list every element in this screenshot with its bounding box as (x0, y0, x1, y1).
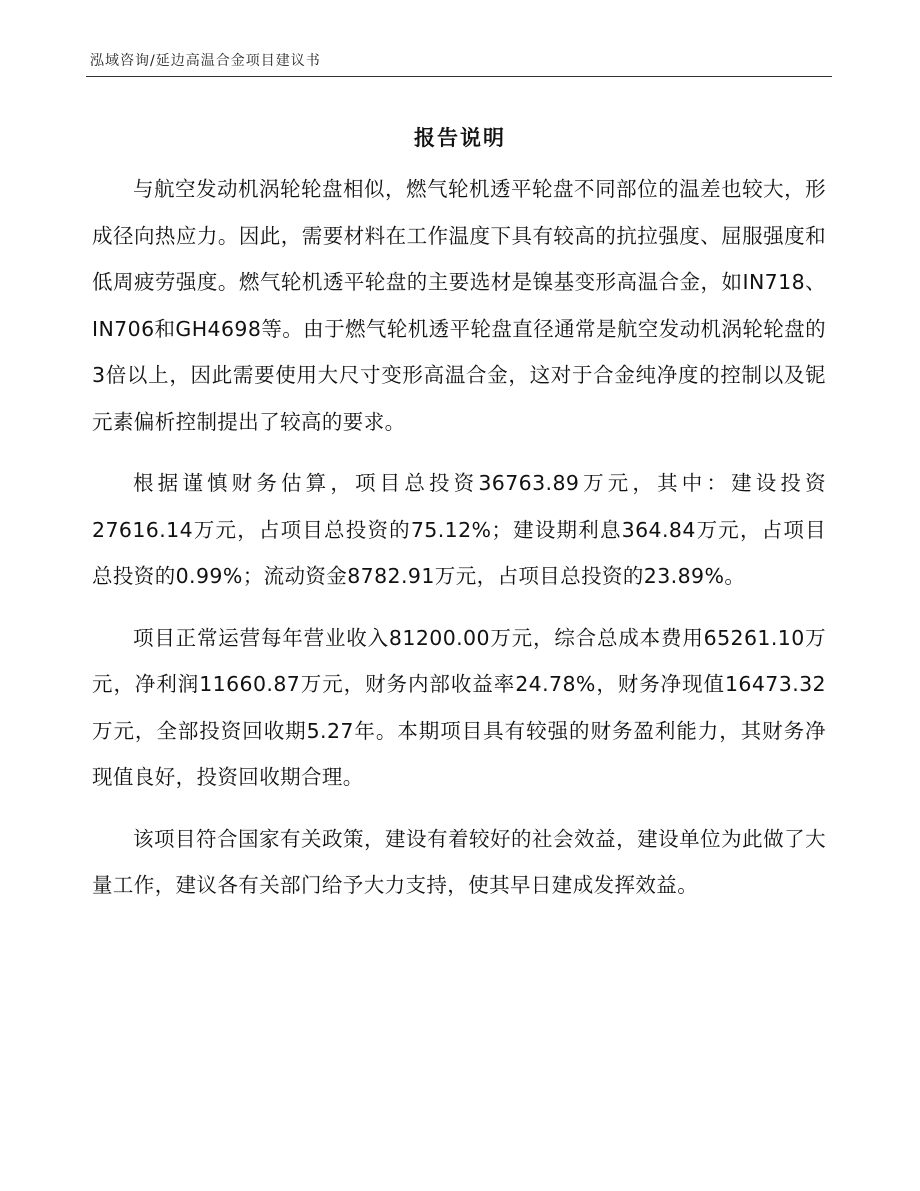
paragraph-financials: 项目正常运营每年营业收入81200.00万元，综合总成本费用65261.10万元，净利润11660.87万元，财务内部收益率24.78%，财务净现值16473.32万元，全部投资回收期5.27年。本期项目具有较强的财务盈利能力，其财务净现值良好，投资回收期合理。 (92, 625, 826, 789)
page-header: 泓域咨询/延边高温合金项目建议书 (90, 53, 321, 69)
header-divider (86, 76, 832, 77)
page-title: 报告说明 (414, 126, 506, 150)
report-body (92, 166, 826, 909)
paragraph-background: 与航空发动机涡轮轮盘相似，燃气轮机透平轮盘不同部位的温差也较大，形成径向热应力。因此，需要材料在工作温度下具有较高的抗拉强度、屈服强度和低周疲劳强度。燃气轮机透平轮盘的主要选材是镍基变形高温合金，如IN718、IN706和GH4698等。由于燃气轮机透平轮盘直径通常是航空发动机涡轮轮盘的3倍以上，因此需要使用大尺寸变形高温合金，这对于合金纯净度的控制以及铌元素偏析控制提出了较高的要求。 (92, 177, 826, 434)
paragraph-investment: 根据谨慎财务估算，项目总投资36763.89万元，其中：建设投资27616.14万元，占项目总投资的75.12%；建设期利息364.84万元，占项目总投资的0.99%；流动资金8782.91万元，占项目总投资的23.89%。 (92, 471, 826, 588)
paragraph-conclusion: 该项目符合国家有关政策，建设有着较好的社会效益，建设单位为此做了大量工作，建议各有关部门给予大力支持，使其早日建成发挥效益。 (92, 826, 826, 897)
